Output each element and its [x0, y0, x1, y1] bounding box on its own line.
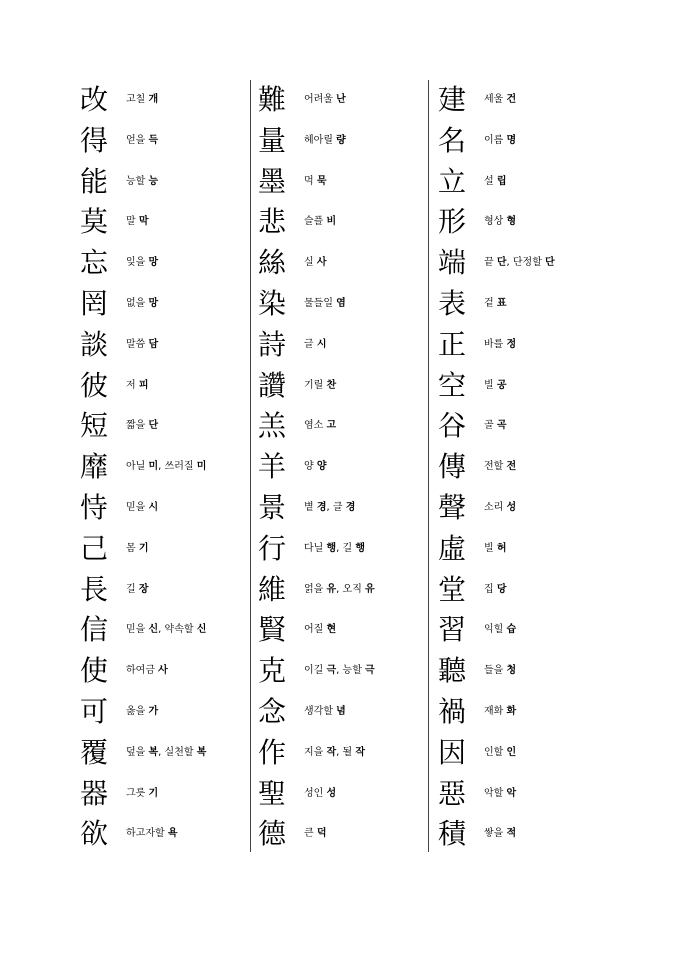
hanja-character: 量: [258, 123, 287, 157]
hanja-entry: [258, 651, 428, 691]
hanja-entry: [438, 447, 608, 487]
hanja-character: 短: [80, 409, 109, 443]
hanja-entry: [438, 610, 608, 650]
hanja-character: 立: [438, 164, 467, 198]
hanja-character: 墨: [258, 164, 287, 198]
hanja-meaning: 악할 악: [484, 787, 517, 799]
hanja-entry: [438, 570, 608, 610]
hanja-meaning: 지을 작, 될 작: [304, 746, 366, 758]
hanja-character: 禍: [438, 695, 467, 728]
hanja-character: 行: [258, 531, 287, 565]
hanja-meaning: 실 사: [304, 257, 327, 269]
hanja-entry: [80, 610, 248, 650]
hanja-entry: [258, 406, 428, 446]
hanja-character: 覆: [80, 735, 109, 769]
hanja-meaning: 쌓을 적: [484, 828, 517, 840]
hanja-character: 談: [80, 327, 109, 361]
hanja-entry: [258, 733, 428, 773]
hanja-meaning: 인할 인: [484, 746, 517, 758]
hanja-entry: [258, 243, 428, 283]
hanja-meaning: 잊을 망: [126, 257, 159, 269]
hanja-column-2: [258, 80, 428, 855]
hanja-character: 難: [258, 83, 287, 116]
hanja-meaning: 바를 정: [484, 338, 517, 350]
hanja-meaning: 얽을 유, 오직 유: [304, 583, 375, 595]
hanja-character: 德: [258, 817, 287, 851]
hanja-meaning: 하여금 사: [126, 665, 168, 677]
hanja-entry: [258, 610, 428, 650]
hanja-character: 景: [258, 491, 287, 524]
hanja-character: 維: [258, 572, 287, 606]
hanja-character: 表: [438, 287, 467, 320]
hanja-character: 欲: [80, 817, 109, 851]
hanja-character: 念: [258, 695, 287, 728]
hanja-character: 恃: [80, 491, 109, 524]
hanja-entry: [438, 202, 608, 242]
hanja-character: 惡: [438, 776, 467, 810]
hanja-entry: [438, 651, 608, 691]
hanja-meaning: 다닐 행, 길 행: [304, 542, 366, 554]
hanja-meaning: 큰 덕: [304, 828, 327, 840]
hanja-character: 聖: [258, 776, 287, 810]
hanja-character: 堂: [438, 572, 467, 606]
hanja-entry: [80, 162, 248, 202]
hanja-character: 信: [80, 613, 109, 647]
hanja-entry: [258, 692, 428, 732]
hanja-character: 空: [438, 368, 467, 402]
hanja-character: 可: [80, 695, 109, 728]
hanja-entry: [438, 284, 608, 324]
hanja-meaning: 재화 화: [484, 706, 517, 717]
hanja-entry: [80, 651, 248, 691]
hanja-character: 改: [80, 83, 109, 116]
hanja-character: 器: [80, 776, 109, 810]
hanja-entry: [80, 121, 248, 161]
hanja-meaning: 짧을 단: [126, 420, 159, 432]
hanja-meaning: 기릴 찬: [304, 379, 337, 391]
hanja-entry: [438, 774, 608, 814]
hanja-meaning: 글 시: [304, 338, 327, 350]
hanja-entry: [438, 488, 608, 528]
hanja-meaning: 믿을 신, 약속할 신: [126, 624, 207, 636]
hanja-character: 聽: [438, 654, 467, 688]
hanja-meaning: 형상 형: [484, 216, 517, 228]
hanja-meaning: 어질 현: [304, 624, 337, 636]
hanja-entry: [258, 162, 428, 202]
hanja-entry: [258, 488, 428, 528]
hanja-meaning: 볕 경, 클 경: [304, 502, 356, 513]
hanja-meaning: 아닐 미, 쓰러질 미: [126, 461, 207, 473]
hanja-meaning: 염소 고: [304, 420, 337, 432]
hanja-meaning: 익힐 습: [484, 624, 517, 636]
hanja-entry: [438, 162, 608, 202]
hanja-meaning: 믿을 시: [126, 502, 159, 513]
hanja-character: 端: [438, 246, 467, 280]
hanja-entry: [438, 692, 608, 732]
hanja-entry: [438, 406, 608, 446]
hanja-meaning: 양 양: [304, 461, 327, 473]
hanja-entry: [438, 529, 608, 569]
hanja-meaning: 성인 성: [304, 787, 337, 799]
hanja-meaning: 길 장: [126, 583, 149, 595]
hanja-entry: [258, 80, 428, 120]
hanja-meaning: 끝 단, 단정할 단: [484, 257, 555, 269]
hanja-character: 羔: [258, 409, 287, 443]
hanja-meaning: 그릇 기: [126, 787, 159, 799]
hanja-meaning: 능할 능: [126, 175, 159, 187]
hanja-entry: [80, 366, 248, 406]
hanja-meaning: 집 당: [484, 583, 507, 595]
hanja-meaning: 소리 성: [484, 502, 517, 513]
hanja-meaning: 저 피: [126, 379, 149, 391]
hanja-meaning: 슬플 비: [304, 216, 337, 228]
hanja-entry: [258, 529, 428, 569]
hanja-meaning: 말씀 담: [126, 338, 159, 350]
hanja-meaning: 덮을 복, 실천할 복: [126, 746, 207, 758]
hanja-entry: [258, 814, 428, 854]
hanja-entry: [258, 447, 428, 487]
hanja-meaning: 이름 명: [484, 134, 517, 146]
hanja-meaning: 먹 묵: [304, 175, 327, 187]
hanja-character: 正: [438, 327, 467, 361]
hanja-character: 讚: [258, 368, 287, 402]
hanja-meaning: 전할 전: [484, 461, 517, 473]
column-divider: [250, 80, 251, 852]
hanja-meaning: 빌 허: [484, 542, 507, 554]
hanja-entry: [258, 325, 428, 365]
column-divider: [428, 80, 429, 852]
hanja-entry: [80, 570, 248, 610]
hanja-meaning: 옳을 가: [126, 706, 159, 717]
hanja-entry: [80, 202, 248, 242]
hanja-meaning: 헤아릴 량: [304, 134, 346, 146]
hanja-meaning: 몸 기: [126, 542, 149, 554]
hanja-character: 長: [80, 572, 109, 606]
hanja-entry: [438, 814, 608, 854]
hanja-character: 詩: [258, 327, 287, 361]
hanja-character: 罔: [80, 287, 109, 320]
hanja-character: 忘: [80, 246, 109, 280]
hanja-meaning: 고칠 개: [126, 94, 159, 105]
hanja-character: 莫: [80, 205, 109, 239]
hanja-character: 悲: [258, 205, 287, 239]
hanja-character: 染: [258, 287, 287, 320]
hanja-meaning: 물들일 염: [304, 298, 346, 309]
hanja-entry: [80, 325, 248, 365]
hanja-entry: [258, 121, 428, 161]
hanja-character: 羊: [258, 450, 287, 484]
hanja-character: 習: [438, 613, 467, 647]
hanja-meaning: 골 곡: [484, 420, 507, 432]
hanja-entry: [258, 202, 428, 242]
hanja-character: 積: [438, 817, 467, 851]
hanja-column-3: [438, 80, 608, 855]
hanja-character: 絲: [258, 246, 287, 280]
hanja-meaning: 얻을 득: [126, 134, 159, 146]
hanja-character: 賢: [258, 613, 287, 647]
hanja-entry: [258, 570, 428, 610]
hanja-entry: [80, 488, 248, 528]
hanja-entry: [80, 284, 248, 324]
hanja-meaning: 빌 공: [484, 379, 507, 391]
hanja-column-1: [80, 80, 248, 855]
hanja-character: 名: [438, 123, 467, 157]
hanja-character: 因: [438, 735, 467, 769]
hanja-entry: [80, 774, 248, 814]
hanja-entry: [80, 243, 248, 283]
hanja-meaning: 하고자할 욕: [126, 828, 178, 840]
hanja-entry: [438, 325, 608, 365]
hanja-character: 聲: [438, 491, 467, 524]
hanja-meaning: 이길 극, 능할 극: [304, 665, 375, 677]
hanja-character: 得: [80, 123, 109, 157]
hanja-character: 形: [438, 205, 467, 239]
hanja-character: 克: [258, 654, 287, 688]
hanja-meaning: 생각할 념: [304, 706, 346, 717]
hanja-character: 建: [438, 83, 467, 116]
hanja-entry: [80, 529, 248, 569]
hanja-character: 己: [80, 531, 109, 565]
hanja-entry: [80, 447, 248, 487]
hanja-entry: [438, 366, 608, 406]
hanja-entry: [438, 80, 608, 120]
hanja-meaning: 말 막: [126, 216, 149, 228]
hanja-entry: [258, 774, 428, 814]
hanja-character: 使: [80, 654, 109, 688]
hanja-character: 傳: [438, 450, 467, 484]
hanja-entry: [80, 406, 248, 446]
hanja-entry: [438, 733, 608, 773]
hanja-meaning: 어려울 난: [304, 94, 346, 105]
hanja-entry: [438, 121, 608, 161]
hanja-entry: [258, 366, 428, 406]
hanja-character: 能: [80, 164, 109, 198]
hanja-meaning: 세울 건: [484, 94, 517, 105]
hanja-entry: [438, 243, 608, 283]
hanja-entry: [80, 814, 248, 854]
hanja-entry: [80, 692, 248, 732]
hanja-meaning: 들을 청: [484, 665, 517, 677]
hanja-character: 谷: [438, 409, 467, 443]
hanja-entry: [80, 80, 248, 120]
hanja-character: 虛: [438, 531, 467, 565]
hanja-meaning: 없을 망: [126, 298, 159, 309]
hanja-character: 彼: [80, 368, 109, 402]
hanja-meaning: 설 립: [484, 175, 507, 187]
hanja-entry: [80, 733, 248, 773]
hanja-character: 作: [258, 735, 287, 769]
hanja-entry: [258, 284, 428, 324]
hanja-meaning: 겉 표: [484, 298, 507, 309]
hanja-character: 靡: [80, 450, 109, 484]
